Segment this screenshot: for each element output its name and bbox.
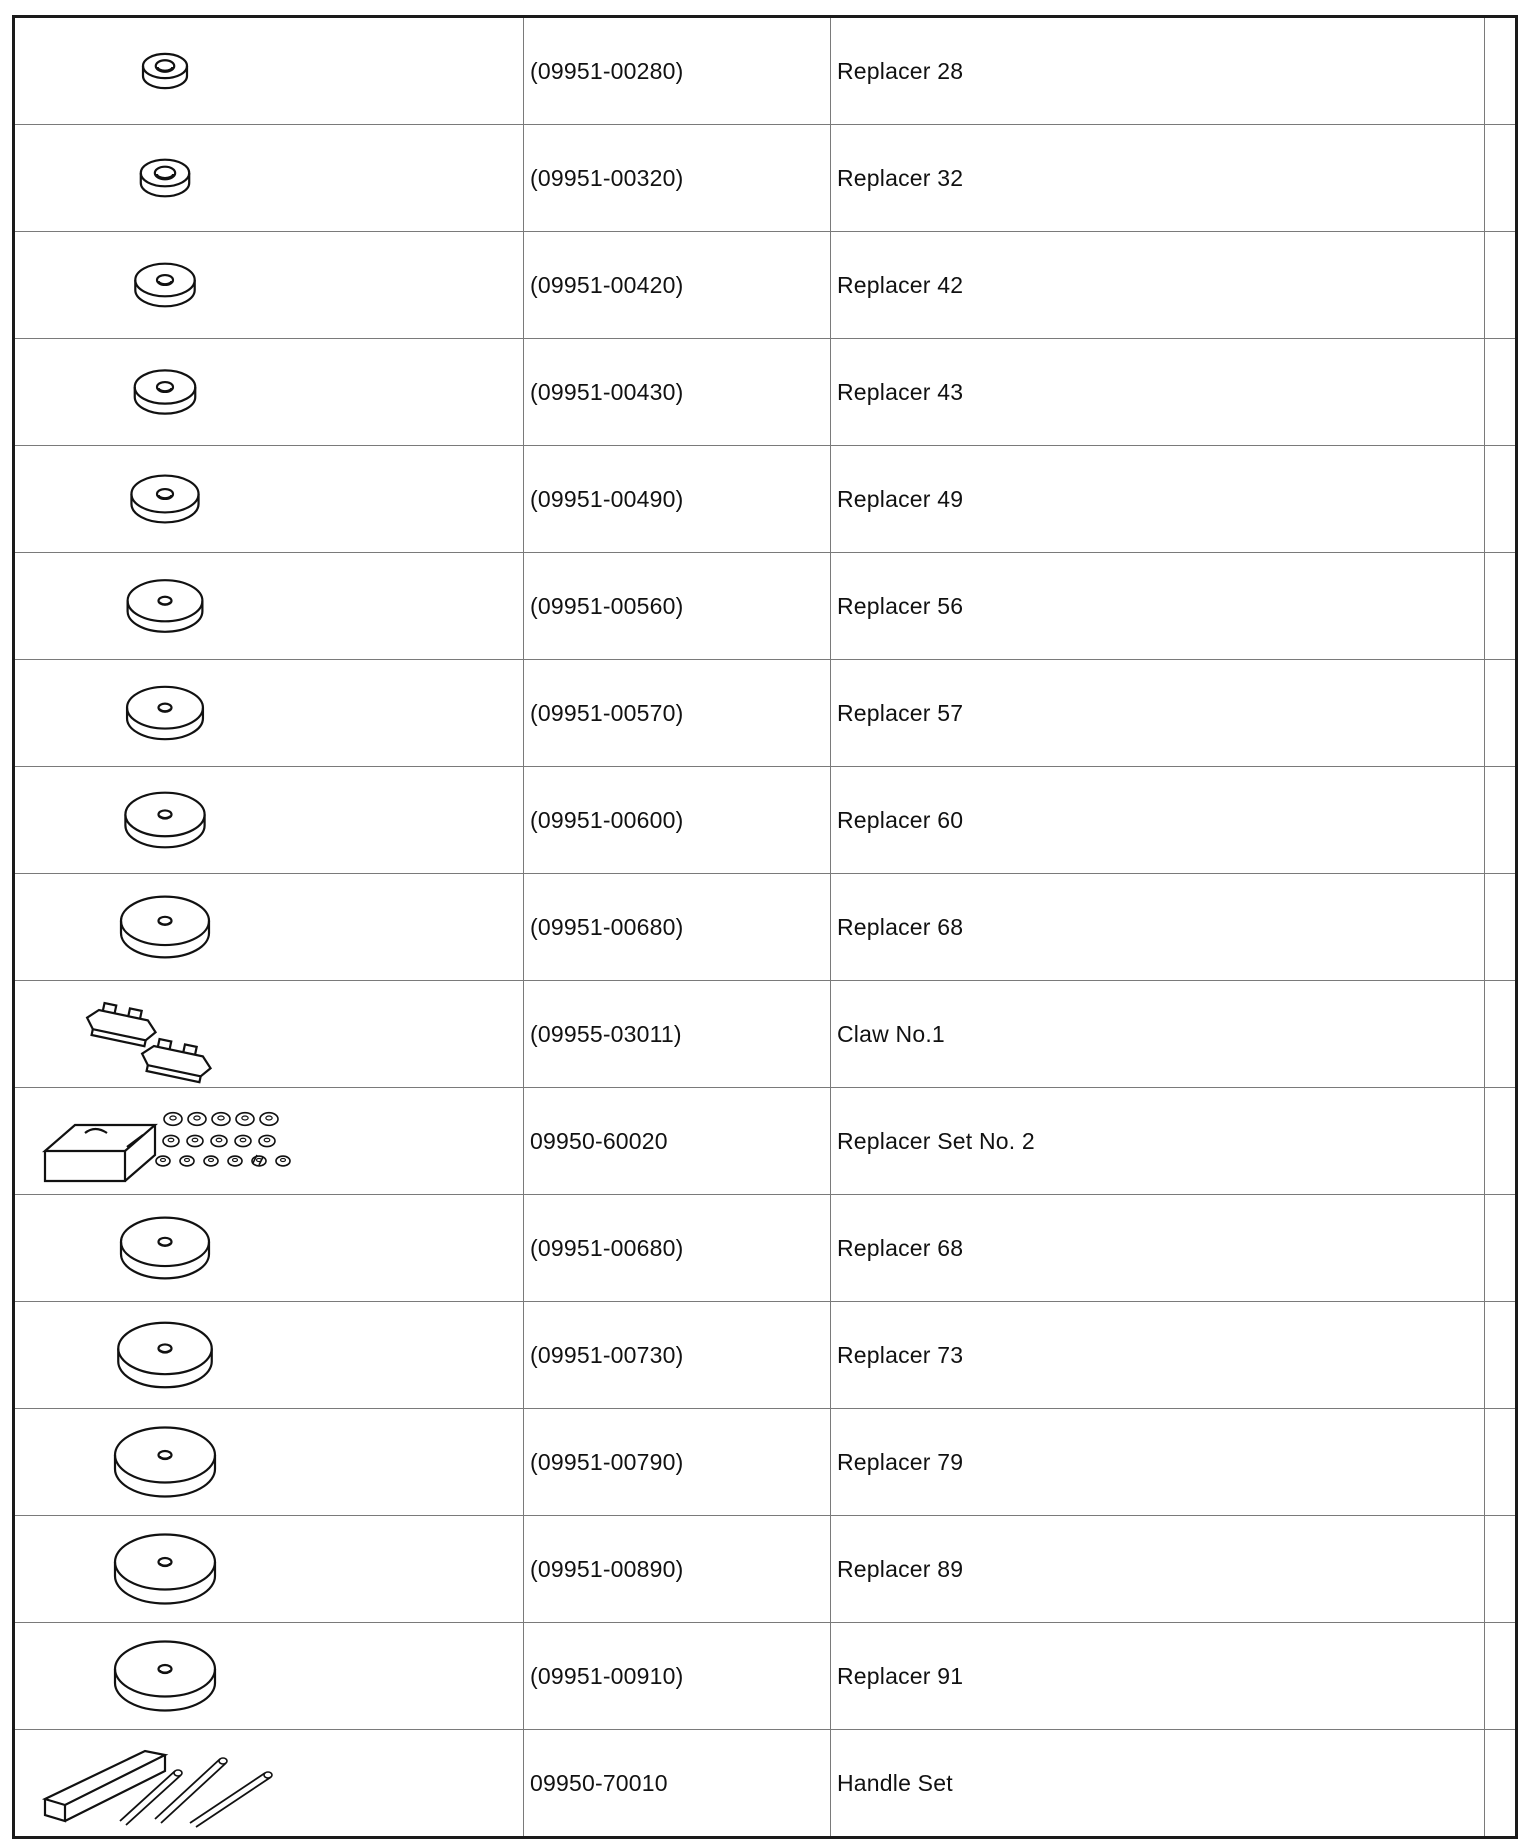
description-cell [831,1516,1485,1623]
table-row [14,1409,1517,1516]
replacer-disc-icon [15,1517,315,1621]
special-tools-table-body [14,17,1517,1838]
part-number-cell [524,446,831,553]
part-number-cell [524,1409,831,1516]
part-number-cell [524,1516,831,1623]
table-row [14,1302,1517,1409]
replacer-disc-icon [15,875,315,979]
replacer-set-case-icon [15,1089,315,1193]
illustration-cell [14,1195,524,1302]
tool-description: Replacer 68 [837,1234,964,1261]
illustration-cell [14,1088,524,1195]
empty-cell [1485,1409,1517,1516]
empty-cell [1485,339,1517,446]
illustration-cell [14,1730,524,1838]
empty-cell [1485,125,1517,232]
table-row [14,17,1517,125]
tool-description: Replacer 42 [837,271,964,298]
illustration-cell [14,1409,524,1516]
description-cell [831,1730,1485,1838]
description-cell [831,1195,1485,1302]
replacer-disc-icon [15,447,315,551]
description-cell [831,125,1485,232]
part-number-cell [524,1623,831,1730]
tool-description: Handle Set [837,1769,953,1796]
replacer-disc-icon [15,19,315,123]
illustration-cell [14,981,524,1088]
part-number: (09951-00680) [530,1234,684,1261]
part-number-cell [524,1195,831,1302]
empty-cell [1485,1195,1517,1302]
table-row [14,232,1517,339]
description-cell [831,553,1485,660]
part-number: (09951-00910) [530,1662,684,1689]
illustration-cell [14,553,524,660]
empty-cell [1485,232,1517,339]
replacer-disc-icon [15,1624,315,1728]
empty-cell [1485,1516,1517,1623]
part-number-cell [524,874,831,981]
table-row [14,339,1517,446]
illustration-cell [14,232,524,339]
part-number: 09950-60020 [530,1127,668,1154]
part-number-cell [524,125,831,232]
replacer-disc-icon [15,554,315,658]
table-row [14,1516,1517,1623]
part-number: (09951-00600) [530,806,684,833]
illustration-cell [14,17,524,125]
table-row [14,1623,1517,1730]
empty-cell [1485,981,1517,1088]
handle-set-icon [15,1731,315,1835]
illustration-cell [14,1516,524,1623]
part-number: (09951-00280) [530,57,684,84]
part-number: (09951-00680) [530,913,684,940]
table-row [14,446,1517,553]
empty-cell [1485,1088,1517,1195]
tool-description: Replacer 91 [837,1662,964,1689]
description-cell [831,767,1485,874]
tool-description: Claw No.1 [837,1020,945,1047]
replacer-disc-icon [15,340,315,444]
empty-cell [1485,767,1517,874]
illustration-cell [14,1623,524,1730]
replacer-disc-icon [15,661,315,765]
description-cell [831,981,1485,1088]
part-number-cell [524,232,831,339]
part-number: (09951-00420) [530,271,684,298]
table-row [14,660,1517,767]
description-cell [831,1623,1485,1730]
tool-description: Replacer 28 [837,57,964,84]
illustration-cell [14,125,524,232]
replacer-disc-icon [15,1303,315,1407]
description-cell [831,660,1485,767]
part-number: (09951-00730) [530,1341,684,1368]
empty-cell [1485,446,1517,553]
description-cell [831,874,1485,981]
tool-description: Replacer 57 [837,699,964,726]
table-row [14,553,1517,660]
description-cell [831,1409,1485,1516]
illustration-cell [14,446,524,553]
part-number: (09951-00320) [530,164,684,191]
description-cell [831,232,1485,339]
tool-description: Replacer 60 [837,806,964,833]
table-row [14,981,1517,1088]
replacer-disc-icon [15,233,315,337]
illustration-cell [14,1302,524,1409]
replacer-disc-icon [15,126,315,230]
tool-description: Replacer 79 [837,1448,964,1475]
empty-cell [1485,874,1517,981]
description-cell [831,446,1485,553]
illustration-cell [14,874,524,981]
replacer-disc-icon [15,1196,315,1300]
tool-description: Replacer 68 [837,913,964,940]
tool-description: Replacer 32 [837,164,964,191]
description-cell [831,17,1485,125]
replacer-disc-icon [15,768,315,872]
part-number: (09951-00430) [530,378,684,405]
empty-cell [1485,1302,1517,1409]
table-row [14,125,1517,232]
part-number: (09951-00790) [530,1448,684,1475]
table-row [14,874,1517,981]
table-row [14,1195,1517,1302]
part-number: (09955-03011) [530,1020,682,1047]
claw-icon [15,982,315,1086]
empty-cell [1485,1623,1517,1730]
part-number-cell [524,17,831,125]
replacer-disc-icon [15,1410,315,1514]
part-number: (09951-00570) [530,699,684,726]
empty-cell [1485,17,1517,125]
special-tools-table [12,15,1518,1839]
table-row [14,767,1517,874]
illustration-cell [14,660,524,767]
part-number: (09951-00490) [530,485,684,512]
description-cell [831,1302,1485,1409]
tool-description: Replacer 89 [837,1555,964,1582]
part-number-cell [524,339,831,446]
part-number: (09951-00890) [530,1555,684,1582]
tool-description: Replacer 43 [837,378,964,405]
tool-description: Replacer Set No. 2 [837,1127,1035,1154]
part-number-cell [524,1730,831,1838]
tool-description: Replacer 73 [837,1341,964,1368]
part-number-cell [524,1302,831,1409]
description-cell [831,1088,1485,1195]
part-number: (09951-00560) [530,592,684,619]
table-row [14,1730,1517,1838]
illustration-cell [14,339,524,446]
part-number-cell [524,981,831,1088]
description-cell [831,339,1485,446]
empty-cell [1485,553,1517,660]
tool-description: Replacer 49 [837,485,964,512]
part-number-cell [524,1088,831,1195]
illustration-cell [14,767,524,874]
part-number-cell [524,553,831,660]
part-number: 09950-70010 [530,1769,668,1796]
part-number-cell [524,767,831,874]
part-number-cell [524,660,831,767]
empty-cell [1485,660,1517,767]
empty-cell [1485,1730,1517,1838]
table-row [14,1088,1517,1195]
tool-description: Replacer 56 [837,592,964,619]
